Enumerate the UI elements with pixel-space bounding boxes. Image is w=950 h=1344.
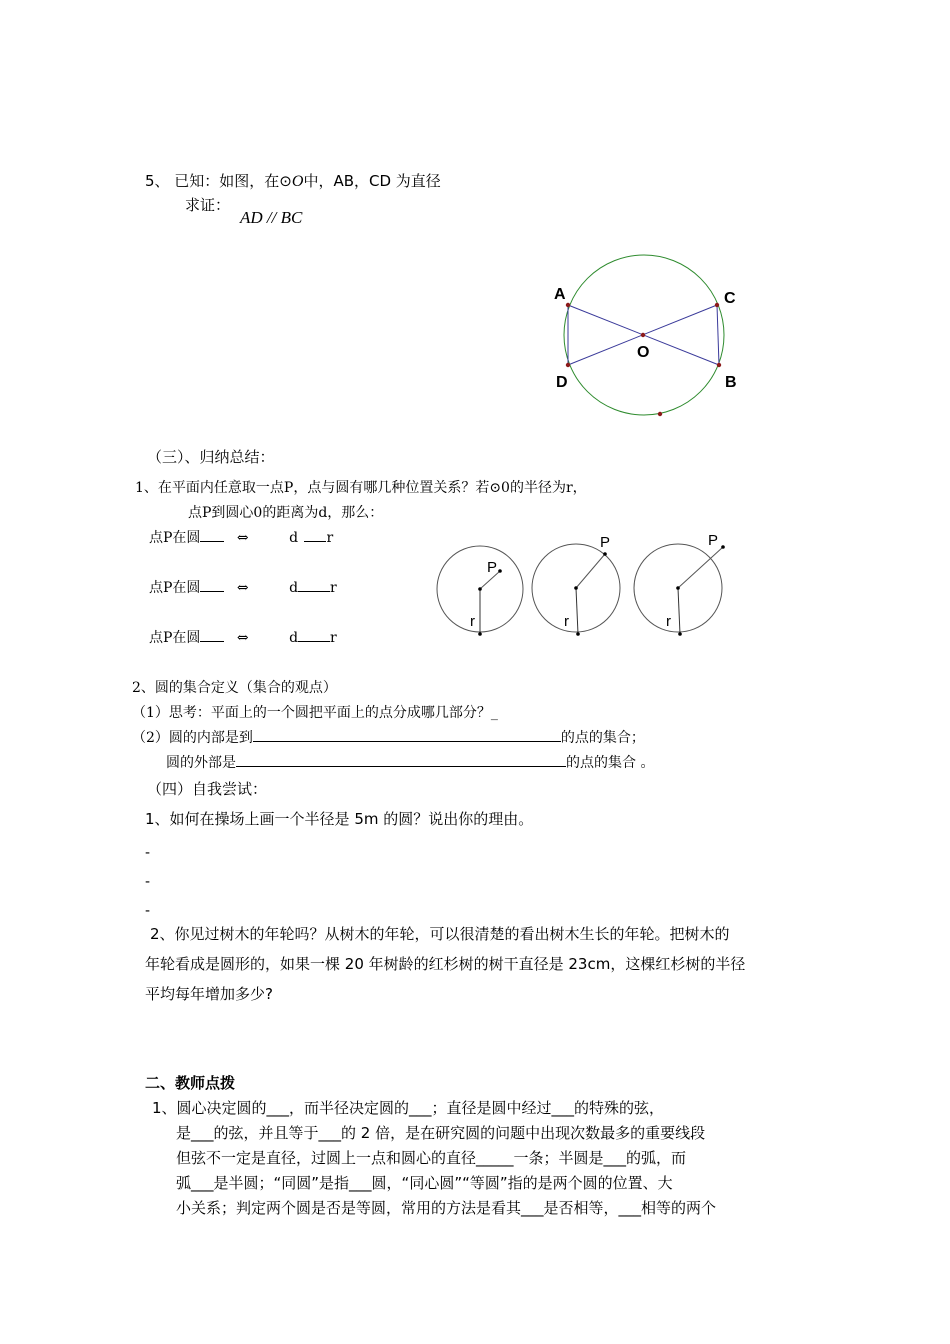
teacher-line: 小关系；判定两个圆是否是等圆，常用的方法是看其___是否相等，___相等的两个 [176,1199,717,1217]
self-try-q2-line3: 平均每年增加多少? [145,985,273,1003]
self-try-q2-line1: 2、你见过树木的年轮吗？从树木的年轮，可以很清楚的看出树木生长的年轮。把树木的 [150,925,730,943]
teacher-line: 1、圆心决定圆的___，而半径决定圆的___；直径是圆中经过___的特殊的弦， [152,1099,665,1117]
label-a: A [554,286,566,303]
teacher-heading: 二、教师点拨 [145,1074,236,1092]
point-a [566,303,570,307]
relation-row [149,577,337,597]
answer-blank[interactable] [236,752,566,767]
label-o: O [637,344,650,361]
iff-arrow-icon: ⇔ [236,530,249,546]
point-c [715,303,719,307]
teacher-line: 弧___是半圆；“同圆”是指___圆，“同心圆”“等圆”指的是两个圆的位置、大 [176,1174,673,1192]
set-definition-heading: 2、圆的集合定义（集合的观点） [132,680,337,696]
relation-left: 点P在圆 [149,580,201,596]
label-d: D [556,374,568,391]
relation-d: d [289,580,299,596]
teacher-line: 但弦不一定是直径，过圆上一点和圆心的直径_____一条；半圆是___的弧，而 [176,1149,687,1167]
teacher-line: 是___的弦，并且等于___的 2 倍，是在研究圆的问题中出现次数最多的重要线段 [176,1124,706,1142]
relation-left: 点P在圆 [149,630,201,646]
problem-5-text-rest: 中，AB，CD 为直径 [303,172,441,190]
answer-blank[interactable] [304,527,326,542]
relation-r: r [326,530,334,546]
relation-row [149,627,337,647]
set-definition-q1: （1）思考：平面上的一个圆把平面上的点分成哪几部分？_ [132,705,498,721]
label-r: r [564,613,569,630]
summary-heading: （三）、归纳总结： [147,448,275,466]
set-definition-q2-outside [166,752,654,772]
point-position-diagrams [430,525,730,645]
label-p: P [600,534,611,551]
diagram-point-on [532,534,620,636]
answer-blank[interactable] [298,577,330,592]
segment-bc [717,305,719,365]
self-try-heading: （四）自我尝试： [147,780,268,798]
point-extra [658,412,662,416]
answer-blank[interactable] [200,627,224,642]
outside-prefix: 圆的外部是 [166,755,236,771]
label-b: B [725,374,737,391]
label-r: r [470,613,475,630]
circle-name: O [291,173,304,190]
point-o [641,333,645,337]
label-c: C [724,290,736,307]
point-d [566,363,570,367]
label-r: r [666,613,671,630]
self-try-q1: 1、如何在操场上画一个半径是 5m 的圆？说出你的理由。 [145,810,534,828]
relation-left: 点P在圆 [149,530,201,546]
answer-blank[interactable] [298,627,330,642]
relation-row [149,527,333,547]
answer-blank[interactable] [253,727,561,742]
prove-statement: AD // BC [240,208,303,227]
summary-q1-line1: 1、在平面内任意取一点P，点与圆有哪几种位置关系？若⊙0的半径为r， [135,480,587,496]
relation-r: r [330,580,337,596]
self-try-q2-line2: 年轮看成是圆形的，如果一棵 20 年树龄的红杉树的树干直径是 23cm，这棵红杉树的半径 [145,955,746,973]
inside-suffix: 的点的集合； [560,730,645,746]
circle-diameter-figure [540,245,750,425]
prove-label: 求证： [185,196,231,214]
answer-dash: - [145,903,151,919]
answer-blank[interactable] [200,527,224,542]
problem-5-statement [145,170,441,191]
iff-arrow-icon: ⇔ [236,580,249,596]
problem-5-text: 5、 已知：如图，在⊙ [145,172,292,190]
label-p: P [487,559,498,576]
point-b [717,363,721,367]
iff-arrow-icon: ⇔ [236,630,249,646]
relation-d: d [289,630,299,646]
diagram-point-outside [634,532,725,636]
outside-suffix: 的点的集合 。 [566,755,655,771]
answer-dash: - [145,845,151,861]
summary-q1-line2: 点P到圆心0的距离为d，那么： [188,505,384,521]
inside-prefix: （2）圆的内部是到 [132,730,253,746]
relation-d: d [289,530,299,546]
set-definition-q2-inside [132,727,645,747]
answer-blank[interactable] [200,577,224,592]
diagram-point-inside [437,546,523,636]
relation-r: r [330,630,337,646]
answer-dash: - [145,874,151,890]
label-p: P [708,532,719,549]
